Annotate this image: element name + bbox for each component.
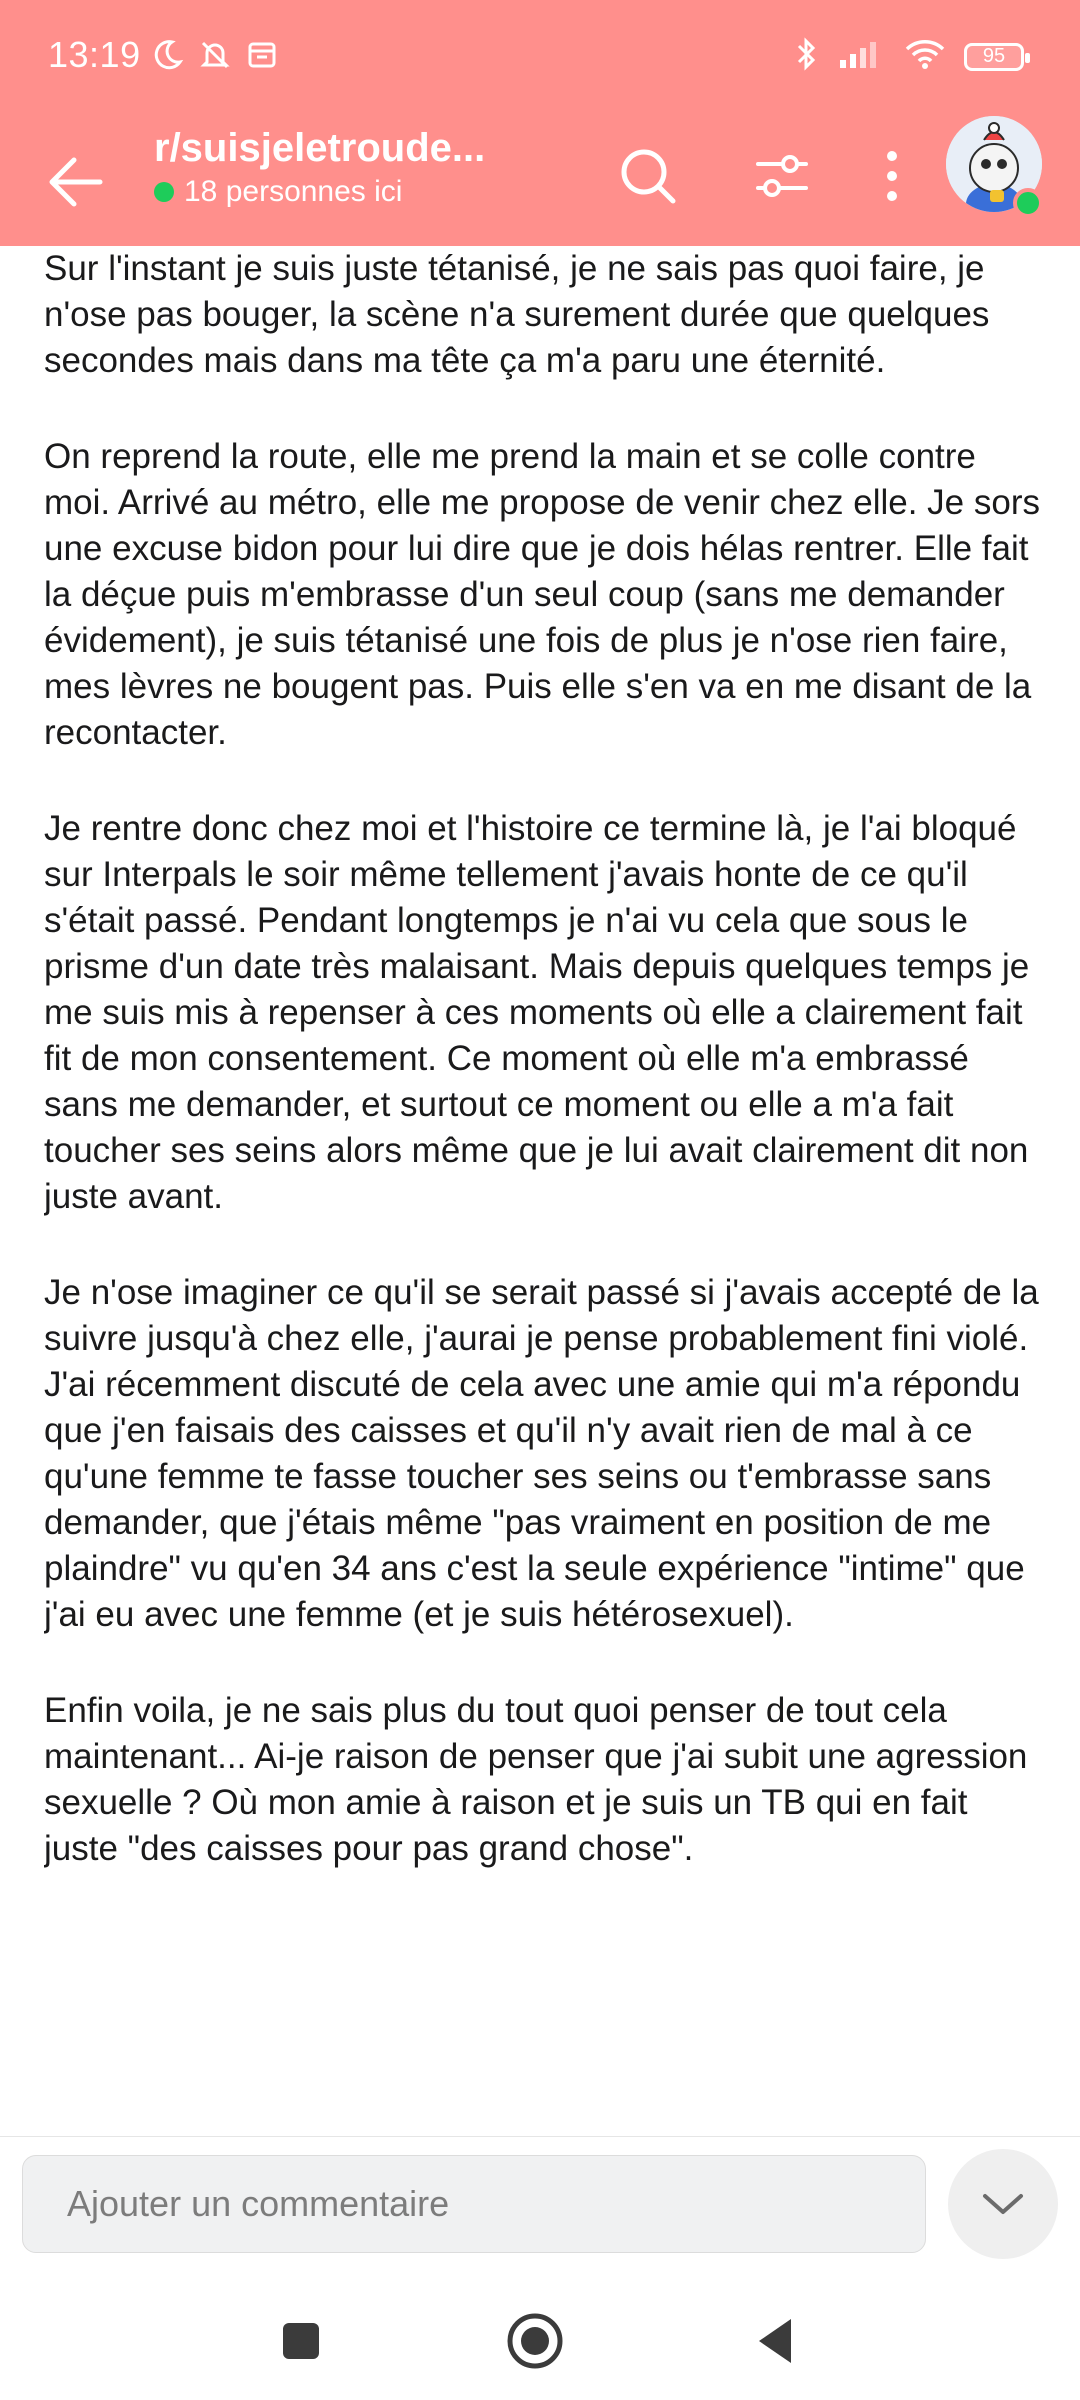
recents-square-icon[interactable] (266, 2306, 336, 2376)
signal-icon (838, 38, 886, 75)
back-arrow-icon[interactable] (40, 146, 112, 218)
more-vertical-icon[interactable] (852, 136, 932, 216)
app-header (0, 0, 1080, 246)
calendar-icon (246, 38, 278, 77)
moon-icon (150, 38, 184, 77)
comment-bar (0, 2136, 1080, 2277)
bluetooth-icon (794, 36, 820, 77)
online-dot-icon (154, 182, 174, 202)
post-paragraph: Enfin voila, je ne sais plus du tout quoi penser de tout cela maintenant... Ai-je raison de penser que j'ai subit une agression sexuelle ? Où mon amie à raison et je suis un TB qui en fait juste "des caisses pour pas grand chose". (44, 1691, 1028, 1868)
comment-input[interactable]: Ajouter un commentaire (22, 2155, 926, 2253)
system-nav-bar (0, 2276, 1080, 2400)
presence-indicator (154, 175, 614, 209)
wifi-icon (904, 38, 946, 75)
back-triangle-icon[interactable] (740, 2306, 810, 2376)
status-bar (0, 0, 1080, 116)
subreddit-name: r/suisjeletroude... (154, 126, 486, 170)
post-paragraph: Je n'ose imaginer ce qu'il se serait passé si j'avais accepté de la suivre jusqu'à chez elle, j'aurai je pense probablement fini violé. J'ai récemment discuté de cela avec une amie qui m'a répondu que j'en faisais des caisses et qu'il n'y avait rien de mal à ce qu'une femme te fasse toucher ses seins ou t'embrasse sans demander, que j'étais même "pas vraiment en position de me plaindre" vu qu'en 34 ans c'est la seule expérience "intime" que j'ai eu avec une femme (et je suis hétérosexuel). (44, 1273, 1039, 1634)
bell-muted-icon (198, 38, 232, 77)
avatar-online-dot (1013, 188, 1043, 218)
search-icon[interactable] (608, 136, 688, 216)
post-paragraph: Sur l'instant je suis juste tétanisé, je ne sais pas quoi faire, je n'ose pas bouger, la scène n'a surement durée que quelques secondes mais dans ma tête ça m'a paru une éternité. (44, 249, 990, 380)
post-paragraph: On reprend la route, elle me prend la main et se colle contre moi. Arrivé au métro, elle me propose de venir chez elle. Je sors une excuse bidon pour lui dire que je dois hélas rentrer. Elle fait la déçue puis m'embrasse d'un seul coup (sans me demander évidement), je suis tétanisé une fois de plus je n'ose rien faire, mes lèvres ne bougent pas. Puis elle s'en va en me disant de la recontacter. (44, 437, 1040, 752)
post-body (44, 246, 1044, 2136)
collapse-button[interactable] (948, 2149, 1058, 2259)
battery-icon: 95 (964, 43, 1024, 71)
app-bar (0, 116, 1080, 246)
subreddit-title-block[interactable] (154, 126, 614, 209)
status-time: 13:19 (48, 34, 141, 75)
post-paragraph: Je rentre donc chez moi et l'histoire ce termine là, je l'ai bloqué sur Interpals le soir même tellement j'avais honte de ce qu'il s'était passé. Pendant longtemps je n'ai vu cela que sous le prisme d'un date très malaisant. Mais depuis quelques temps je me suis mis à repenser à ces moments où elle a clairement fait fit de mon consentement. Ce moment où elle m'a embrassé sans me demander, et surtout ce moment ou elle a m'a fait toucher ses seins alors même que je lui avait clairement dit non juste avant. (44, 809, 1030, 1216)
presence-count: 18 personnes ici (184, 175, 403, 208)
home-circle-icon[interactable] (500, 2306, 570, 2376)
chevron-down-icon (981, 2190, 1025, 2218)
filter-icon[interactable] (742, 136, 822, 216)
